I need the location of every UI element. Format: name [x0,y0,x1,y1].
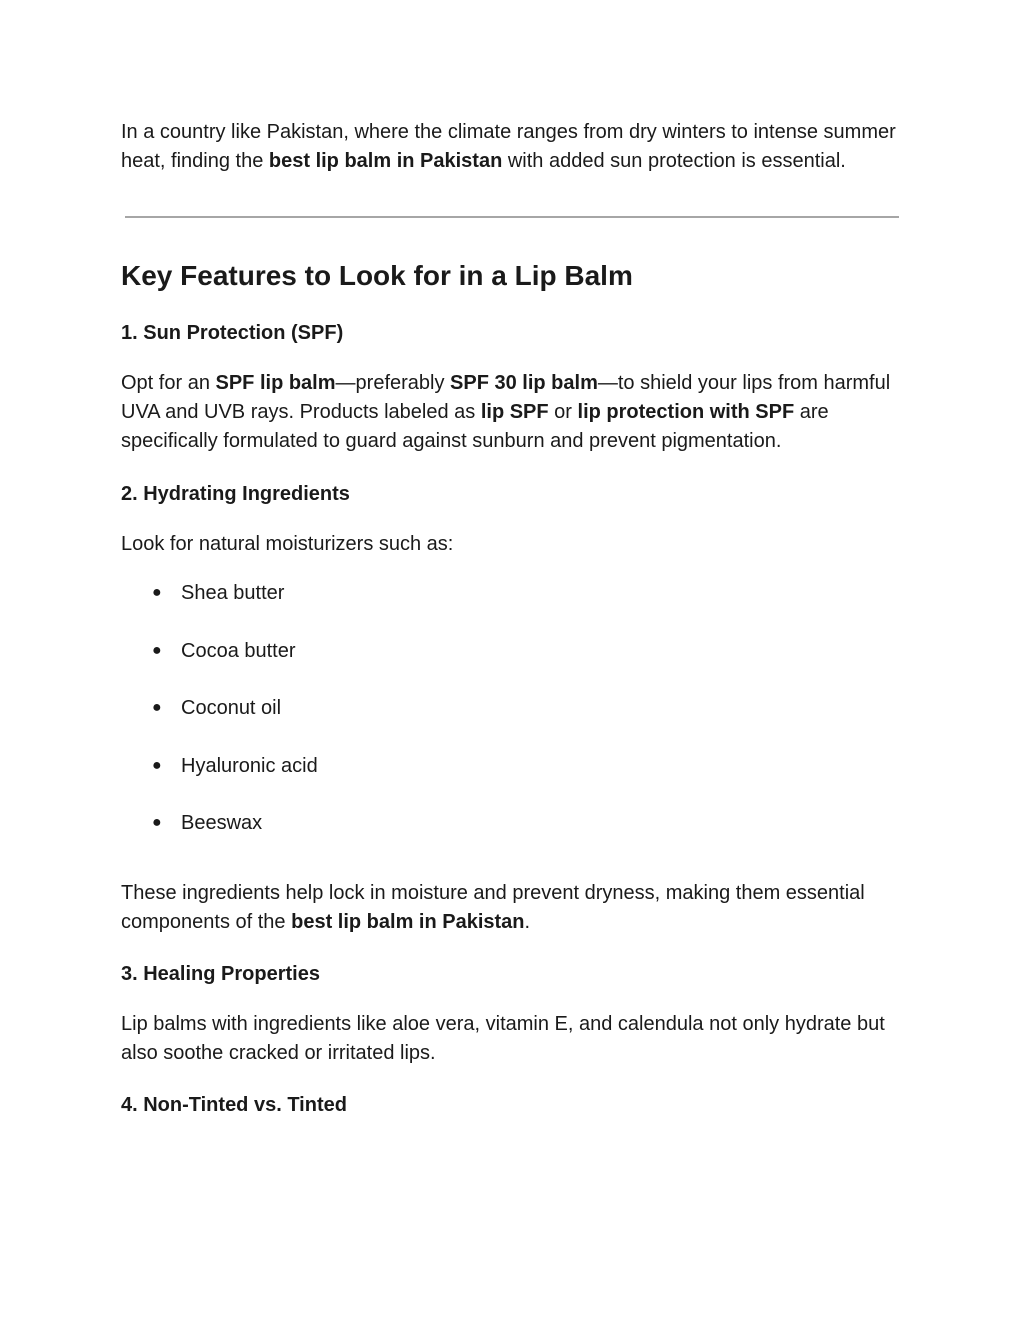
intro-keyword: best lip balm in Pakistan [268,150,503,172]
list-item: ● Shea butter [121,579,911,637]
healing-paragraph: Lip balms with ingredients like aloe vera, vitamin E, and calendula not only hydrate but also soothe cracked or irritated lips. [121,1012,885,1064]
bullet-icon: ● [152,756,162,774]
ingredient-list [121,579,911,867]
bullet-icon: ● [152,584,162,601]
hydrating-summary-paragraph: These ingredients help lock in moisture and prevent dryness, making them essential components of the best lip balm in Pakistan. [121,881,865,933]
horizontal-divider [125,216,899,218]
list-item: ● Beeswax [121,809,911,867]
bullet-icon: ● [152,641,162,659]
list-item: ● Cocoa butter [121,637,911,695]
subheading-hydrating-ingredients: 2. Hydrating Ingredients [121,483,350,505]
section-heading: Key Features to Look for in a Lip Balm [121,260,633,291]
subheading-sun-protection: 1. Sun Protection (SPF) [121,322,344,344]
bullet-icon: ● [152,814,162,831]
bullet-icon: ● [152,699,162,716]
list-item: ● Hyaluronic acid [121,752,911,810]
document-page [121,118,911,1119]
subheading-healing-properties: 3. Healing Properties [121,962,320,985]
list-item: ● Coconut oil [121,694,911,752]
subheading-non-tinted-vs-tinted: 4. Non-Tinted vs. Tinted [121,1093,347,1116]
sun-protection-paragraph: Opt for an SPF lip balm—preferably SPF 30 lip balm—to shield your lips from harmful UVA and UVB rays. Products labeled as lip SPF or lip protection with SPF are specifically formulated to guard against sunburn and prevent pigmentation. [121,372,891,452]
intro-paragraph: In a country like Pakistan, where the climate ranges from dry winters to intense summer heat, finding the best lip balm in Pakistan with added sun protection is essential. [121,121,896,172]
hydrating-lead-paragraph: Look for natural moisturizers such as: [121,533,454,555]
